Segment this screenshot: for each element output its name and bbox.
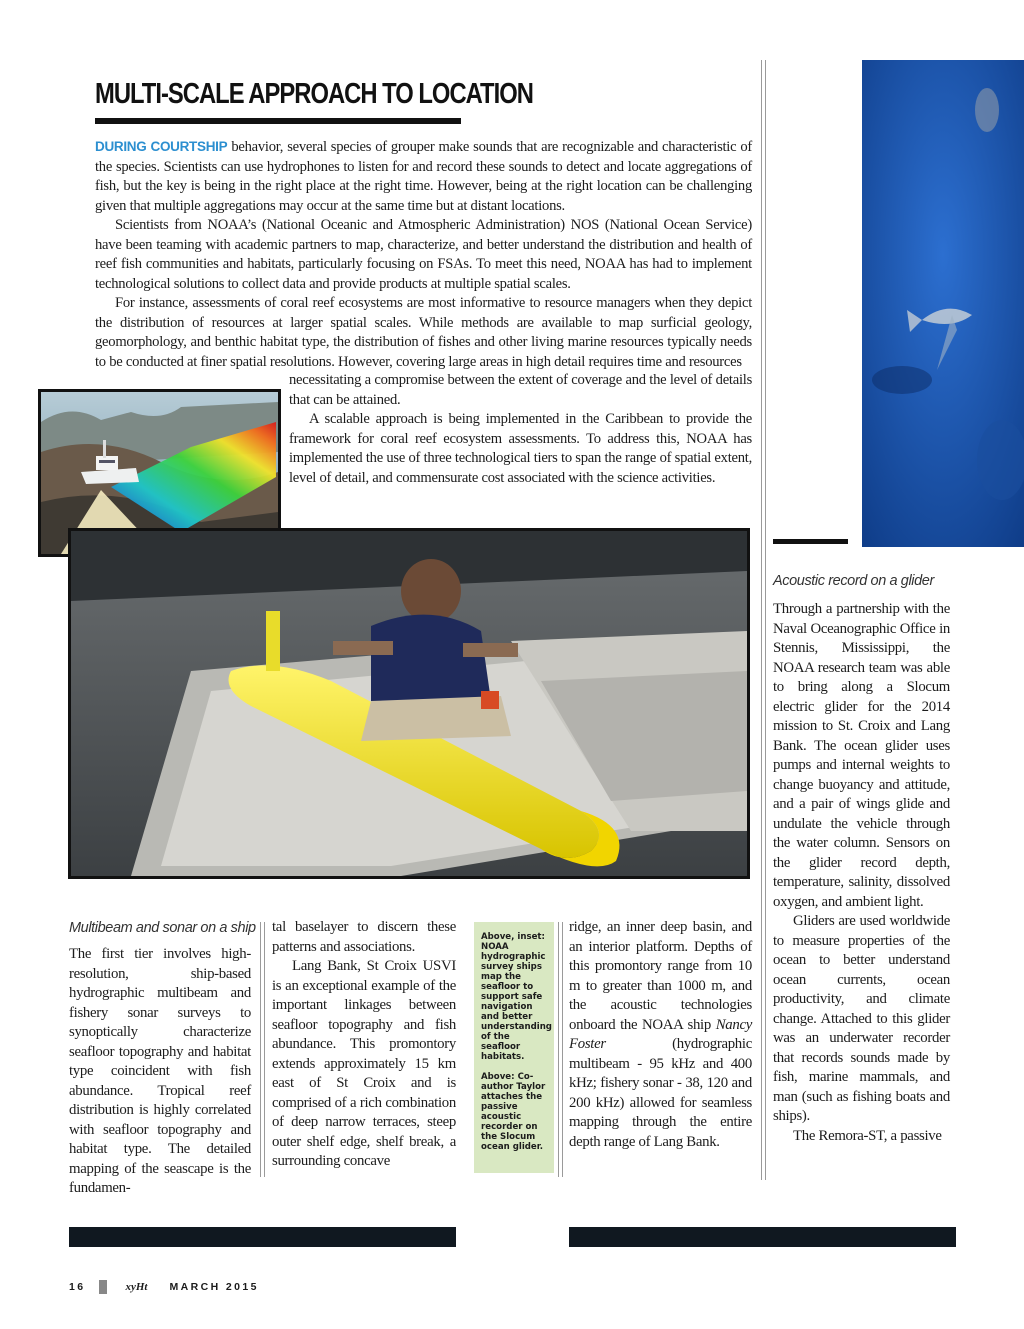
caption-inset: Above, inset: NOAA hydrographic survey ships map the seafloor to support safe navigation and better understanding of the seafloor habitats. [481,932,552,1062]
folio-square-icon [99,1280,107,1294]
column-rule [264,922,265,1177]
text-column-4 [773,600,950,1146]
column-rule [761,60,762,1180]
footer-bar-right [569,1227,956,1247]
column-paragraph: The Remora-ST, a passive [793,1127,942,1144]
photo-caption-box [474,922,554,1173]
page-folio [69,1280,259,1294]
title-underline [95,118,461,124]
text-column-1 [69,945,251,1199]
lead-in: DURING COURTSHIP [95,139,228,154]
footer-bar-left [69,1227,456,1247]
intro-paragraph-3-cont: necessitating a compromise between the extent of coverage and the level of details that can be attained. [289,372,752,408]
intro-paragraph-2: Scientists from NOAA’s (National Oceanic and Atmospheric Administration) NOS (National Ocean Service) have been teaming with academic partners to map, characterize, and better understand the distribution and health of reef fish communities and habitats, particularly focusing on FSAs. To meet this need, NOAA has had to implement technological solutions to collect data and provide products at multiple spatial scales. [95,217,752,292]
column-rule [765,60,766,1180]
ship-name: Nancy Foster [569,1016,752,1052]
intro-text-side [289,371,752,488]
column-rule [260,922,261,1177]
magazine-name: xyHt [125,1281,148,1293]
grouper-underwater-photo [862,60,1024,547]
section-subhead-multibeam: Multibeam and sonar on a ship [69,920,256,936]
column-paragraph: Gliders are used worldwide to measure properties of the ocean to better understand ocean currents, ocean productivity, and climate change. Attached to this glider was an underwater recorder that records sounds made by fish, marine mammals, and man (such as fishing boats and ships). [773,913,950,1124]
column-paragraph: Through a partnership with the Naval Oceanographic Office in Stennis, Mississippi, the NOAA research team was able to bring along a Slocum electric glider for the 2014 mission to St. Croix and Lang Bank. The ocean glider uses pumps and internal weights to change buoyancy and attitude, and a pair of wings glide and undulate the vehicle through the water column. Sensors on the glider record depth, temperature, salinity, dissolved oxygen, and ambient light. [773,601,950,910]
page-title: MULTI-SCALE APPROACH TO LOCATION [95,78,533,110]
glider-crate-photo [68,528,750,879]
column-paragraph: The first tier involves high-resolution, ship-based hydrographic multibeam and fishery sonar surveys to synoptically characterize seafloor topography and habitat type coincident with fish abundance. Tropical reef distribution is highly correlated with seafloor topography and habitat type. The detailed mapping of the seascape is the fundamen- [69,946,251,1196]
intro-paragraph-4: A scalable approach is being implemented in the Caribbean to provide the framework for coral reef ecosystem assessments. To address this, NOAA has implemented the use of three technological tiers to span the range of spatial extent, level of detail, and commensurate cost associated with the science activities. [289,411,752,486]
intro-text [95,137,752,372]
page-number: 16 [69,1281,86,1293]
glider-photo-illustration [71,531,747,876]
text-column-2 [272,918,456,1172]
grouper-photo-illustration [862,60,1024,547]
column-paragraph: ridge, an inner deep basin, and an interior platform. Depths of this promontory range from 10 m to greater than 1000 m, and the acoustic technologies onboard the NOAA ship Nancy Foster (hydrographic multibeam - 95 kHz and 400 kHz; fishery sonar - 38, 120 and 200 kHz) allowed for seamless mapping through the entire depth range of Lang Bank. [569,919,752,1150]
intro-paragraph-1: DURING COURTSHIP behavior, several species of grouper make sounds that are recognizable and characteristic of the species. Scientists can use hydrophones to listen for and record these sounds to detect and locate aggregations of fish, but the key is being in the right place at the right time. However, being at the right location can be challenging given that multiple aggregations may occur at the same time but at distant locations. [95,139,752,214]
caption-above: Above: Co-author Taylor attaches the passive acoustic recorder on the Slocum ocean glider. [481,1072,546,1152]
column-rule [562,922,563,1177]
issue-date: MARCH 2015 [169,1281,259,1293]
column-paragraph: tal baselayer to discern these patterns and associations. [272,919,456,955]
section-subhead-glider: Acoustic record on a glider [773,573,934,589]
intro-paragraph-3: For instance, assessments of coral reef ecosystems are most informative to resource managers when they depict the distribution of resources at larger spatial scales. While methods are available to map surficial geology, geomorphology, and benthic habitat type, the distribution of fishes and other living marine resources typically needs to be conducted at finer spatial resolutions. However, covering large areas in high detail requires time and resources [95,295,752,370]
column-rule [558,922,559,1177]
section-rule [773,539,848,544]
text-column-3 [569,918,752,1152]
column-paragraph: Lang Bank, St Croix USVI is an exceptional example of the important linkages between seafloor topography and fish abundance. This promontory extends approximately 15 km east of St Croix and is comprised of a rich combination of deep narrow terraces, steep outer shelf edge, shelf break, a surrounding concave [272,958,456,1169]
